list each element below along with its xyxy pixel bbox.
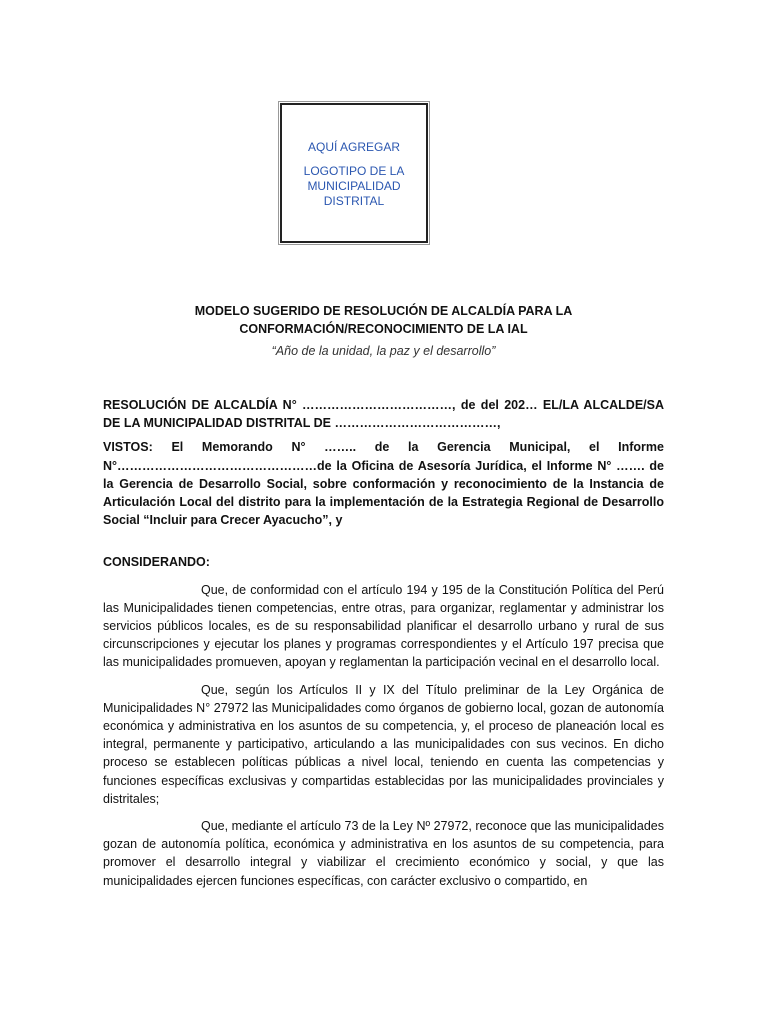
logo-placeholder-line4: DISTRITAL <box>323 194 385 208</box>
logo-placeholder-line1: AQUÍ AGREGAR <box>307 140 401 154</box>
document-motto: “Año de la unidad, la paz y el desarrollo” <box>271 344 496 358</box>
vistos-label: VISTOS: <box>103 440 153 455</box>
document-title-line1: MODELO SUGERIDO DE RESOLUCIÓN DE ALCALDÍA PARA LA <box>194 304 573 318</box>
considerando-paragraph-1: Que, de conformidad con el artículo 194 y 195 de la Constitución Política del Perú las Municipalidades tienen competencias, entre otras, para organizar, reglamentar y administrar los servicios públicos locales, es de su responsabilidad planificar el desarrollo urbano y rural de sus circunscripciones y ejecutar los planes y programas correspondientes y el Artículo 197 precisa que las municipalidades promueven, apoyan y reglamentan la participación vecinal en el desarrollo local. <box>103 582 664 670</box>
vistos-paragraph <box>103 438 664 529</box>
logo-placeholder <box>280 103 428 243</box>
resolution-heading: RESOLUCIÓN DE ALCALDÍA N° ………………………………, de del 202… EL/LA ALCALDE/SA DE LA MUNICIPALIDAD DISTRITAL DE …………………………………, <box>103 398 664 431</box>
considerando-paragraph-3: Que, mediante el artículo 73 de la Ley Nº 27972, reconoce que las municipalidades gozan de autonomía política, económica y administrativa en los asuntos de su competencia, para promover el desarrollo integral y viabilizar el crecimiento económico y social, y que las municipalidades ejercen funciones específicas, con carácter exclusivo o compartido, en <box>103 819 664 888</box>
logo-placeholder-line2: LOGOTIPO DE LA <box>303 164 405 178</box>
document-body <box>103 396 664 890</box>
document-title-line2: CONFORMACIÓN/RECONOCIMIENTO DE LA IAL <box>239 322 528 336</box>
considerando-label: CONSIDERANDO: <box>103 555 210 570</box>
vistos-text: El Memorando N° …….. de la Gerencia Municipal, el Informe N°…………………………………………de la Oficina de Asesoría Jurídica, el Informe N° ……. de la Gerencia de Desarrollo Social, sobre conformación y reconocimiento de la Instancia de Articulación Local del distrito para la implementación de la Estrategia Regional de Desarrollo Social “Incluir para Crecer Ayacucho”, y <box>103 440 664 528</box>
logo-placeholder-line3: MUNICIPALIDAD <box>307 179 401 193</box>
considerando-paragraph-2: Que, según los Artículos II y IX del Título preliminar de la Ley Orgánica de Municipalidades N° 27972 las Municipalidades como órganos de gobierno local, gozan de autonomía económica y administrativa en los asuntos de su competencia, y, el proceso de planeación local es integral, permanente y participativo, articulando a las municipalidades con sus vecinos. En dicho proceso se establecen políticas públicas a nivel local, teniendo en cuenta las competencias y funciones específicas exclusivas y compartidas establecidas por las municipalidades provinciales y distritales; <box>103 682 664 806</box>
document-header <box>103 302 664 360</box>
